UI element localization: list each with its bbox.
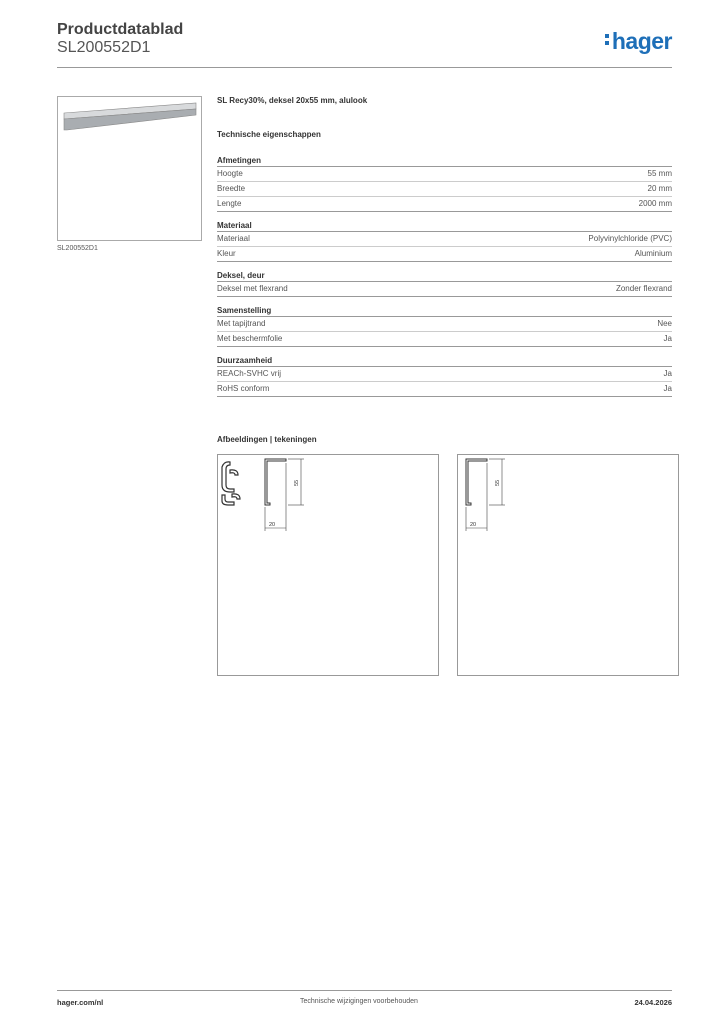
group-title: Materiaal: [217, 221, 672, 232]
dim-width-label: 20: [269, 522, 276, 528]
spec-value: Nee: [657, 319, 672, 328]
header-divider: [57, 67, 672, 68]
spec-row: [217, 382, 672, 397]
spec-label: REACh-SVHC vrij: [217, 369, 282, 378]
group-materiaal: [217, 221, 672, 262]
spec-label: RoHS conform: [217, 384, 270, 393]
dim-height-label: 55: [495, 479, 501, 486]
spec-row: [217, 167, 672, 182]
group-deksel: [217, 271, 672, 297]
spec-value: 55 mm: [647, 169, 672, 178]
group-samenstelling: [217, 306, 672, 347]
profile-drawing-icon: [458, 455, 678, 675]
drawing-1: [217, 454, 439, 676]
group-title: Samenstelling: [217, 306, 672, 317]
spec-row: [217, 367, 672, 382]
group-afmetingen: [217, 156, 672, 212]
spec-label: Deksel met flexrand: [217, 284, 288, 293]
group-title: Deksel, deur: [217, 271, 672, 282]
profile-drawing-icon: [218, 455, 438, 675]
product-specs: [217, 96, 672, 406]
spec-label: Met tapijtrand: [217, 319, 266, 328]
spec-row: [217, 232, 672, 247]
spec-label: Lengte: [217, 199, 242, 208]
spec-row: [217, 182, 672, 197]
spec-label: Kleur: [217, 249, 236, 258]
spec-label: Hoogte: [217, 169, 243, 178]
spec-value: Zonder flexrand: [615, 284, 672, 293]
logo-text: hager: [611, 28, 672, 54]
dim-width-label: 20: [470, 522, 477, 528]
page-title: Productdatablad: [57, 21, 184, 38]
footer-divider: [57, 990, 672, 991]
group-duurzaamheid: [217, 356, 672, 397]
spec-value: Ja: [663, 369, 672, 378]
footer-date: 24.04.2026: [634, 998, 672, 1007]
drawings-title: Afbeeldingen | tekeningen: [217, 435, 317, 444]
spec-row: [217, 282, 672, 297]
spec-row: [217, 332, 672, 347]
group-title: Duurzaamheid: [217, 356, 672, 367]
spec-value: Polyvinylchloride (PVC): [588, 234, 672, 243]
image-caption: SL200552D1: [57, 245, 98, 252]
product-description: SL Recy30%, deksel 20x55 mm, alulook: [217, 96, 368, 105]
spec-row: [217, 317, 672, 332]
spec-label: Breedte: [217, 184, 246, 193]
spec-value: 2000 mm: [638, 199, 672, 208]
group-title: Afmetingen: [217, 156, 672, 167]
spec-value: Ja: [663, 334, 672, 343]
spec-value: 20 mm: [647, 184, 672, 193]
technical-title: Technische eigenschappen: [217, 130, 321, 139]
spec-label: Met beschermfolie: [217, 334, 283, 343]
dim-height-label: 55: [294, 479, 300, 486]
spec-value: Aluminium: [634, 249, 672, 258]
spec-label: Materiaal: [217, 234, 250, 243]
footer-website-link[interactable]: hager.com/nl: [57, 998, 104, 1007]
cover-profile-icon: [58, 97, 201, 240]
logo-dots-icon: [605, 31, 610, 48]
product-code: SL200552D1: [57, 39, 151, 56]
drawing-2: [457, 454, 679, 676]
spec-row: [217, 247, 672, 262]
spec-row: [217, 197, 672, 212]
hager-logo: [605, 28, 672, 55]
product-image: [57, 96, 202, 241]
footer-disclaimer: Technische wijzigingen voorbehouden: [300, 998, 418, 1005]
spec-value: Ja: [663, 384, 672, 393]
